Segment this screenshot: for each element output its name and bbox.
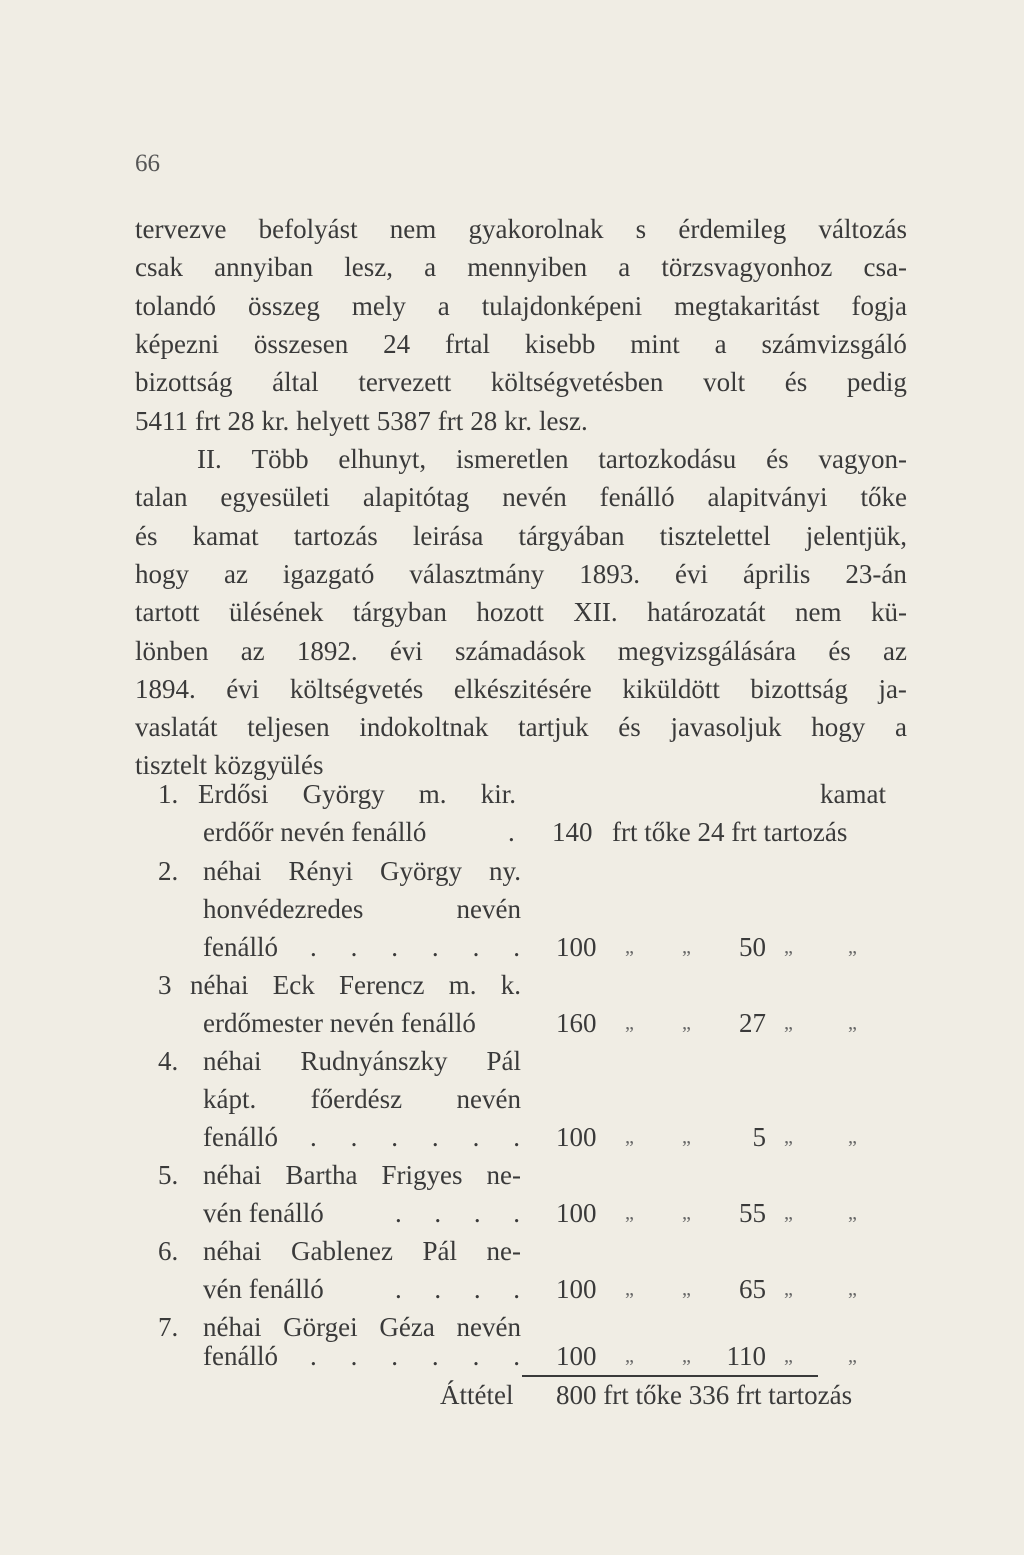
word: néhai <box>203 1236 262 1266</box>
word: elkészitésére <box>453 673 592 704</box>
total-row <box>0 1376 1024 1414</box>
ditto-mark: „ <box>784 1126 793 1148</box>
word: április <box>742 558 811 589</box>
word: nevén <box>456 1084 521 1114</box>
total-text: 800 frt tőke 336 frt tartozás <box>556 1380 853 1410</box>
item-name <box>198 775 516 813</box>
word: csak <box>135 252 183 283</box>
word: tárgyban <box>352 597 447 628</box>
word: frt <box>437 405 464 436</box>
leader-dot: . <box>391 1122 399 1152</box>
ditto-mark: „ <box>625 1202 634 1224</box>
list-item <box>0 966 1024 1004</box>
word: által <box>272 367 319 398</box>
word: hogy <box>135 558 189 589</box>
list-item <box>0 1194 1024 1232</box>
word: nem <box>389 214 437 244</box>
word: tervezve <box>135 214 227 244</box>
list-item <box>0 928 1024 966</box>
word: hogy <box>811 712 866 743</box>
leader-dots <box>395 1194 520 1232</box>
word: megvizsgálására <box>617 635 797 666</box>
word: leirása <box>412 520 484 551</box>
word: évi <box>389 635 423 666</box>
item-name-line <box>203 890 521 928</box>
word: tartjuk <box>518 712 589 743</box>
ditto-mark: „ <box>848 936 857 958</box>
word: tisztelettel <box>659 520 771 551</box>
word: helyett <box>296 405 370 436</box>
word: tárgyában <box>518 520 625 551</box>
list-item <box>0 890 1024 928</box>
word: megtakaritást <box>674 290 820 321</box>
word: az <box>240 635 265 666</box>
leader-dot: . <box>350 932 358 962</box>
word: kü- <box>870 597 907 628</box>
word: a <box>424 252 437 283</box>
word: Rényi <box>288 856 353 886</box>
item-amount: 100 <box>556 1274 597 1304</box>
word: nevén <box>456 894 521 924</box>
word: kiküldött <box>622 673 720 704</box>
word: gyakorolnak <box>468 214 604 244</box>
item-name-line: vén fenálló <box>203 1274 324 1304</box>
word: mint <box>630 328 680 359</box>
word: alapitótag <box>362 482 470 513</box>
item-name-line: erdőőr nevén fenálló <box>203 817 427 847</box>
word: kápt. <box>203 1084 257 1114</box>
text-line <box>135 593 907 631</box>
list-item <box>0 852 1024 890</box>
item-name <box>203 1042 521 1080</box>
word: mennyiben <box>467 252 588 283</box>
list-item <box>0 775 1024 813</box>
text-line <box>135 670 907 708</box>
word: s <box>635 214 647 244</box>
word: igazgató <box>282 558 375 589</box>
leader-dots <box>310 928 520 966</box>
ditto-mark: „ <box>848 1126 857 1148</box>
leader-dot: . <box>431 1122 439 1152</box>
item-interest: 27 <box>739 1008 766 1038</box>
word: és <box>784 367 808 398</box>
ditto-mark: „ <box>682 936 691 958</box>
leader-dot: . <box>513 932 520 962</box>
word: tartozás <box>293 520 378 551</box>
word: Bartha <box>285 1160 358 1190</box>
word: érdemileg <box>678 214 787 244</box>
word: és <box>135 520 158 551</box>
item-number: 7. <box>158 1312 179 1342</box>
word: 24 <box>383 328 411 359</box>
leader-dot: . <box>434 1198 442 1228</box>
leader-dot: . <box>350 1341 358 1371</box>
word: kamat <box>192 520 259 551</box>
ditto-mark: „ <box>784 1278 793 1300</box>
word: k. <box>500 970 521 1000</box>
word: összesen <box>253 328 349 359</box>
item-number: 1. <box>158 779 179 809</box>
word: György <box>302 779 385 809</box>
list-item <box>0 1118 1024 1156</box>
item-number: 4. <box>158 1046 179 1076</box>
word: tulajdonképeni <box>481 290 643 321</box>
word: 5411 <box>135 405 188 436</box>
word: Pál <box>422 1236 457 1266</box>
word: Eck <box>272 970 315 1000</box>
leader-dot: . <box>310 1122 317 1152</box>
word: 28 <box>470 405 498 436</box>
page-number: 66 <box>135 150 160 177</box>
word: kir. <box>480 779 516 809</box>
word: összeg <box>247 290 320 321</box>
leader-dot: . <box>472 1122 480 1152</box>
item-name-line: vén fenálló <box>203 1198 324 1228</box>
text-line <box>135 632 907 670</box>
word: befolyást <box>258 214 358 244</box>
word: indokoltnak <box>359 712 489 743</box>
word: bizottság <box>135 367 233 398</box>
word: XII. <box>573 597 618 628</box>
word: tervezett <box>358 367 452 398</box>
word: néhai <box>190 970 249 1000</box>
word: képezni <box>135 328 219 359</box>
word: honvédezredes <box>203 894 364 924</box>
text-line <box>135 555 907 593</box>
word: volt <box>703 367 746 398</box>
word: György <box>379 856 462 886</box>
leader-dot: . <box>391 932 399 962</box>
leader-dot: . <box>310 932 317 962</box>
item-interest: 55 <box>739 1198 766 1228</box>
word: költségvetés <box>289 673 424 704</box>
word: néhai <box>203 856 262 886</box>
word: változás <box>818 214 907 244</box>
word: mely <box>351 290 406 321</box>
item-interest: 5 <box>752 1122 766 1152</box>
word: vaslatát <box>135 712 218 743</box>
word: ülésének <box>228 597 324 628</box>
word: az <box>223 558 248 589</box>
ditto-mark: „ <box>682 1202 691 1224</box>
word: tolandó <box>135 290 216 321</box>
item-interest: 65 <box>739 1274 766 1304</box>
word: 23-án <box>845 558 907 589</box>
word: Géza <box>379 1312 435 1342</box>
item-name-line: fenálló <box>203 1122 278 1152</box>
word: tőke <box>860 482 907 513</box>
list-item <box>0 1270 1024 1308</box>
leader-dot: . <box>350 1122 358 1152</box>
word: tartott <box>135 597 200 628</box>
item-name <box>203 1232 521 1270</box>
ditto-mark: „ <box>625 1126 634 1148</box>
word: hozott <box>476 597 544 628</box>
word: 28 <box>227 405 255 436</box>
word: nevén <box>502 482 567 513</box>
item-number: 5. <box>158 1160 179 1190</box>
item-amount: 100 <box>556 932 597 962</box>
word: II. <box>197 444 222 474</box>
word: egyesületi <box>220 482 330 513</box>
word: 1892. <box>296 635 358 666</box>
ditto-mark: „ <box>784 1345 793 1367</box>
text-line <box>135 287 907 325</box>
text-line <box>135 517 907 555</box>
text-line <box>135 708 907 746</box>
word: elhunyt, <box>338 444 427 474</box>
ditto-mark: „ <box>682 1126 691 1148</box>
leader-dot: . <box>513 1198 520 1228</box>
word: m. <box>448 970 477 1000</box>
word: közgyülés <box>213 750 324 781</box>
word: bizottság <box>750 673 848 704</box>
word: kr. <box>504 405 532 436</box>
word: annyiban <box>214 252 314 283</box>
word: határozatát <box>647 597 766 628</box>
item-interest: 50 <box>739 932 766 962</box>
ditto-mark: „ <box>848 1278 857 1300</box>
word: javasoljuk <box>670 712 782 743</box>
leader-dot: . <box>513 1274 520 1304</box>
word: Gablenez <box>291 1236 393 1266</box>
word: lesz. <box>538 405 588 436</box>
word: tisztelt <box>135 750 207 781</box>
word: fenálló <box>599 482 675 513</box>
item-name-line: fenálló <box>203 932 278 962</box>
word: fogja <box>851 290 907 321</box>
word: és <box>766 444 789 474</box>
word: számadások <box>455 635 586 666</box>
word: 1894. <box>135 673 196 704</box>
leader-dots <box>395 1270 520 1308</box>
word: a <box>437 290 450 321</box>
word: pedig <box>846 367 907 398</box>
word: kisebb <box>524 328 596 359</box>
word: alapitványi <box>707 482 828 513</box>
word: Pál <box>486 1046 521 1076</box>
text-line <box>135 363 907 401</box>
text-line <box>135 325 907 363</box>
word: költségvetésben <box>490 367 664 398</box>
ditto-mark: „ <box>848 1202 857 1224</box>
word: főerdész <box>310 1084 403 1114</box>
item-name-line <box>203 1080 521 1118</box>
ditto-mark: „ <box>682 1278 691 1300</box>
word: m. <box>418 779 447 809</box>
word: frtal <box>445 328 490 359</box>
item-amount: 100 <box>556 1198 597 1228</box>
word: néhai <box>203 1160 262 1190</box>
leader-dot: . <box>513 1122 520 1152</box>
text-line <box>135 440 907 478</box>
leader-dot: . <box>508 817 515 847</box>
word: néhai <box>203 1046 262 1076</box>
word: törzsvagyonhoz <box>661 252 833 283</box>
kamat-header: kamat <box>820 779 886 809</box>
item-amount: 160 <box>556 1008 597 1038</box>
text-line <box>135 210 907 248</box>
item-number: 2. <box>158 856 179 886</box>
leader-dot: . <box>395 1198 402 1228</box>
word: Rudnyánszky <box>300 1046 448 1076</box>
word: évi <box>226 673 260 704</box>
item-number: 3 <box>158 970 172 1000</box>
text-line <box>135 478 907 516</box>
ditto-mark: „ <box>848 1345 857 1367</box>
word: a <box>894 712 907 743</box>
leader-dot: . <box>310 1341 317 1371</box>
item-interest: 110 <box>726 1341 766 1371</box>
leader-dots <box>310 1337 520 1375</box>
word: évi <box>674 558 708 589</box>
item-name-line: fenálló <box>203 1341 278 1371</box>
leader-dot: . <box>513 1341 520 1371</box>
leader-dot: . <box>472 1341 480 1371</box>
word: csa- <box>863 252 907 283</box>
item-amount: 140 <box>552 817 593 847</box>
word: és <box>618 712 641 743</box>
word: a <box>714 328 727 359</box>
word: számvizsgáló <box>761 328 907 359</box>
leader-dot: . <box>395 1274 402 1304</box>
word: vagyon- <box>818 444 907 474</box>
ditto-mark: „ <box>784 1012 793 1034</box>
leader-dots <box>310 1118 520 1156</box>
ditto-mark: „ <box>625 1345 634 1367</box>
word: lönben <box>135 635 209 666</box>
word: ja- <box>878 673 907 704</box>
item-name <box>190 966 521 1004</box>
ditto-mark: „ <box>848 1012 857 1034</box>
leader-dot: . <box>472 932 480 962</box>
leader-dot: . <box>473 1198 481 1228</box>
item-name-line: erdőmester nevén fenálló <box>203 1008 476 1038</box>
word: talan <box>135 482 188 513</box>
word: nem <box>795 597 842 628</box>
total-label: Áttétel <box>440 1380 514 1410</box>
word: 1893. <box>579 558 641 589</box>
list-item <box>0 1042 1024 1080</box>
leader-dot: . <box>431 1341 439 1371</box>
list-item <box>0 813 1024 851</box>
word: frt <box>195 405 221 436</box>
list-item <box>0 1232 1024 1270</box>
item-rest: frt tőke 24 frt tartozás <box>612 817 848 847</box>
word: lesz, <box>344 252 393 283</box>
word: Több <box>251 444 309 474</box>
word: néhai <box>203 1312 262 1342</box>
word: tartozkodásu <box>598 444 737 474</box>
leader-dot: . <box>391 1341 399 1371</box>
word: és <box>828 635 851 666</box>
ditto-mark: „ <box>682 1345 691 1367</box>
ditto-mark: „ <box>784 936 793 958</box>
leader-dot: . <box>434 1274 442 1304</box>
list-item <box>0 1080 1024 1118</box>
item-name <box>203 852 521 890</box>
ditto-mark: „ <box>625 1012 634 1034</box>
word: jelentjük, <box>805 520 907 551</box>
word: ne- <box>486 1160 521 1190</box>
item-amount: 100 <box>556 1122 597 1152</box>
word: nevén <box>456 1312 521 1342</box>
word: teljesen <box>247 712 330 743</box>
ditto-mark: „ <box>625 1278 634 1300</box>
leader-dot: . <box>431 932 439 962</box>
ditto-mark: „ <box>682 1012 691 1034</box>
text-line <box>135 248 907 286</box>
word: Erdősi <box>198 779 269 809</box>
word: ne- <box>486 1236 521 1266</box>
word: kr. <box>261 405 290 436</box>
leader-dot: . <box>473 1274 481 1304</box>
list-item <box>0 1337 1024 1375</box>
ditto-mark: „ <box>625 936 634 958</box>
word: a <box>618 252 631 283</box>
word: Ferencz <box>339 970 425 1000</box>
word: Görgei <box>283 1312 358 1342</box>
item-number: 6. <box>158 1236 179 1266</box>
item-amount: 100 <box>556 1341 597 1371</box>
word: Frigyes <box>381 1160 463 1190</box>
item-name <box>203 1156 521 1194</box>
text-line <box>135 402 907 440</box>
word: 5387 <box>376 405 431 436</box>
ditto-mark: „ <box>784 1202 793 1224</box>
word: ny. <box>489 856 521 886</box>
list-item <box>0 1156 1024 1194</box>
list-item <box>0 1004 1024 1042</box>
word: az <box>883 635 907 666</box>
word: ismeretlen <box>456 444 569 474</box>
word: választmány <box>409 558 545 589</box>
